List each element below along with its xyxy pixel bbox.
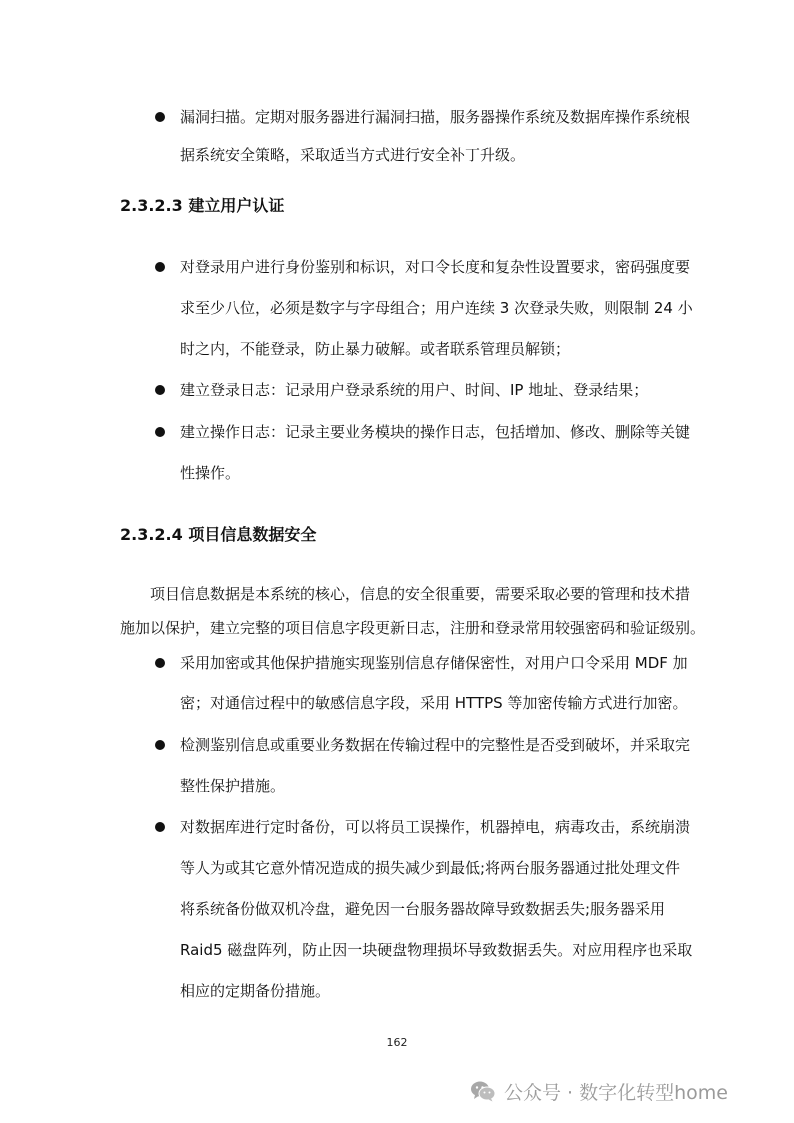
watermark bbox=[470, 1078, 728, 1104]
list-item-line: 建立登录日志：记录用户登录系统的用户、时间、IP 地址、登录结果； bbox=[180, 381, 649, 399]
list-item-line: 对数据库进行定时备份，可以将员工误操作，机器掉电，病毒攻击，系统崩溃 bbox=[180, 818, 691, 836]
bullet-dot-icon bbox=[155, 385, 165, 395]
list-item-line: 将系统备份做双机冷盘，避免因一台服务器故障导致数据丢失;服务器采用 bbox=[180, 900, 666, 918]
section-heading: 2.3.2.4 项目信息数据安全 bbox=[120, 525, 317, 544]
list-item-line: 等人为或其它意外情况造成的损失减少到最低;将两台服务器通过批处理文件 bbox=[180, 859, 681, 877]
paragraph-line: 施加以保护，建立完整的项目信息字段更新日志，注册和登录常用较强密码和验证级别。 bbox=[120, 619, 706, 637]
bullet-dot-icon bbox=[155, 262, 165, 272]
bullet-dot-icon bbox=[155, 427, 165, 437]
list-item-line: 相应的定期备份措施。 bbox=[180, 982, 331, 1000]
bullet-dot-icon bbox=[155, 822, 165, 832]
bullet-dot-icon bbox=[155, 740, 165, 750]
list-item-line: 建立操作日志：记录主要业务模块的操作日志，包括增加、修改、删除等关键 bbox=[180, 423, 691, 441]
paragraph-line: 项目信息数据是本系统的核心，信息的安全很重要，需要采取必要的管理和技术措 bbox=[150, 585, 691, 603]
page-number: 162 bbox=[386, 1036, 408, 1049]
list-item-line: 据系统安全策略，采取适当方式进行安全补丁升级。 bbox=[180, 146, 526, 164]
bullet-dot-icon bbox=[155, 112, 165, 122]
list-item-line: 密；对通信过程中的敏感信息字段，采用 HTTPS 等加密传输方式进行加密。 bbox=[180, 694, 688, 712]
list-item-line: 漏洞扫描。定期对服务器进行漏洞扫描，服务器操作系统及数据库操作系统根 bbox=[180, 108, 691, 126]
watermark-text: 公众号 · 数字化转型home bbox=[504, 1081, 728, 1104]
list-item-line: 采用加密或其他保护措施实现鉴别信息存储保密性，对用户口令采用 MDF 加 bbox=[180, 654, 688, 672]
list-item-line: 对登录用户进行身份鉴别和标识，对口令长度和复杂性设置要求，密码强度要 bbox=[180, 258, 691, 276]
bullet-dot-icon bbox=[155, 658, 165, 668]
wechat-icon bbox=[470, 1080, 496, 1102]
list-item-line: 时之内，不能登录，防止暴力破解。或者联系管理员解锁； bbox=[180, 340, 571, 358]
list-item-line: Raid5 磁盘阵列，防止因一块硬盘物理损坏导致数据丢失。对应用程序也采取 bbox=[180, 941, 693, 959]
section-heading: 2.3.2.3 建立用户认证 bbox=[120, 196, 285, 215]
list-item-line: 性操作。 bbox=[180, 464, 241, 482]
list-item-line: 整性保护措施。 bbox=[180, 777, 286, 795]
list-item-line: 求至少八位，必须是数字与字母组合；用户连续 3 次登录失败，则限制 24 小 bbox=[180, 299, 693, 317]
list-item-line: 检测鉴别信息或重要业务数据在传输过程中的完整性是否受到破坏，并采取完 bbox=[180, 736, 691, 754]
